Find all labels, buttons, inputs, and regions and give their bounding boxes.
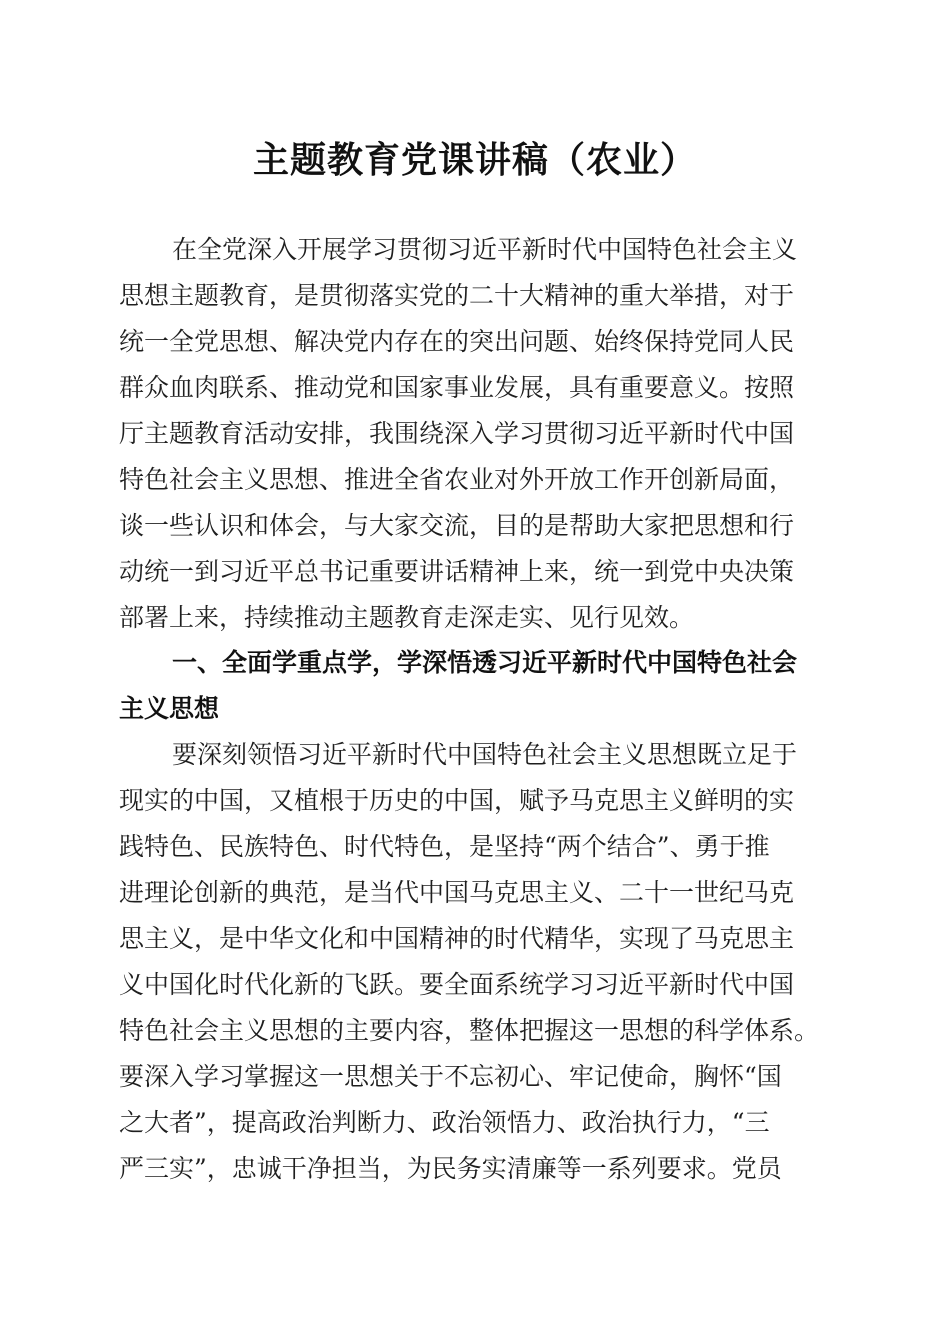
- paragraph-2-line-1: 要深刻领悟习近平新时代中国特色社会主义思想既立足于: [172, 740, 798, 769]
- paragraph-2-line-10: 严三实”，忠诚干净担当，为民务实清廉等一系列要求。党员: [119, 1154, 782, 1183]
- paragraph-2-line-7: 特色社会主义思想的主要内容，整体把握这一思想的科学体系。: [119, 1016, 820, 1045]
- section-heading-1-line-1: 一、全面学重点学，学深悟透习近平新时代中国特色社会: [172, 648, 798, 677]
- paragraph-2-line-3: 践特色、民族特色、时代特色，是坚持“两个结合”、勇于推: [119, 832, 770, 861]
- paragraph-2-line-4: 进理论创新的典范，是当代中国马克思主义、二十一世纪马克: [119, 878, 795, 907]
- paragraph-1-line-1: 在全党深入开展学习贯彻习近平新时代中国特色社会主义: [172, 235, 798, 264]
- paragraph-1-line-6: 特色社会主义思想、推进全省农业对外开放工作开创新局面，: [119, 465, 795, 494]
- paragraph-1-line-3: 统一全党思想、解决党内存在的突出问题、始终保持党同人民: [119, 327, 795, 356]
- paragraph-1-line-7: 谈一些认识和体会，与大家交流，目的是帮助大家把思想和行: [119, 511, 795, 540]
- section-heading-1-line-2: 主义思想: [119, 694, 220, 723]
- paragraph-1-line-2: 思想主题教育，是贯彻落实党的二十大精神的重大举措，对于: [119, 281, 795, 310]
- paragraph-2-line-5: 思主义，是中华文化和中国精神的时代精华，实现了马克思主: [119, 924, 795, 953]
- paragraph-2-line-6: 义中国化时代化新的飞跃。要全面系统学习习近平新时代中国: [119, 970, 795, 999]
- paragraph-1-line-5: 厅主题教育活动安排，我围绕深入学习贯彻习近平新时代中国: [119, 419, 795, 448]
- paragraph-1-line-4: 群众血肉联系、推动党和国家事业发展，具有重要意义。按照: [119, 373, 795, 402]
- paragraph-2-line-9: 之大者”，提高政治判断力、政治领悟力、政治执行力，“三: [119, 1108, 770, 1137]
- document-title: 主题教育党课讲稿（农业）: [252, 139, 697, 181]
- paragraph-1-line-9: 部署上来，持续推动主题教育走深走实、见行见效。: [119, 603, 695, 632]
- paragraph-2-line-2: 现实的中国，又植根于历史的中国，赋予马克思主义鲜明的实: [119, 786, 795, 815]
- paragraph-1-line-8: 动统一到习近平总书记重要讲话精神上来，统一到党中央决策: [119, 557, 795, 586]
- paragraph-2-line-8: 要深入学习掌握这一思想关于不忘初心、牢记使命，胸怀“国: [119, 1062, 782, 1091]
